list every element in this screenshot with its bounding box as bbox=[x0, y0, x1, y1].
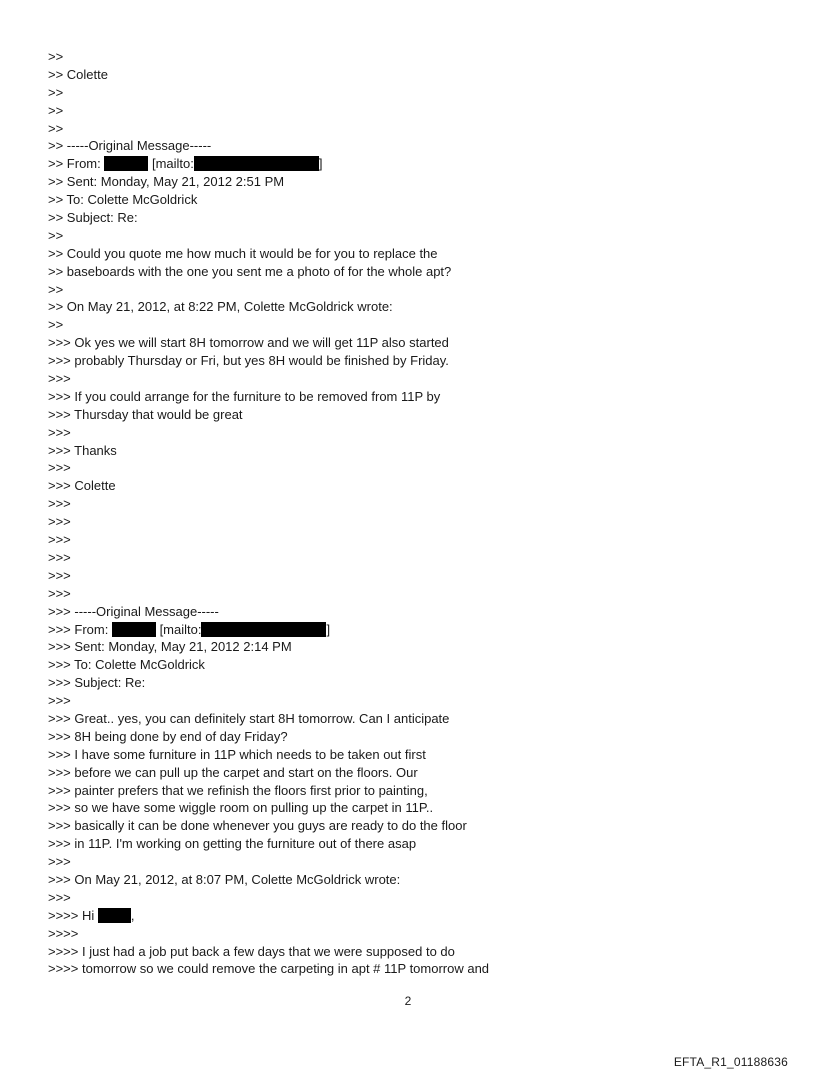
email-line bbox=[48, 907, 768, 925]
email-line bbox=[48, 263, 768, 281]
email-line-text: >>> Great.. yes, you can definitely start 8H tomorrow. Can I anticipate bbox=[48, 710, 450, 726]
email-line-text: >> Sent: Monday, May 21, 2012 2:51 PM bbox=[48, 174, 285, 190]
email-line-text: >>> in 11P. I'm working on getting the furniture out of there asap bbox=[48, 836, 417, 852]
email-line bbox=[48, 728, 768, 746]
email-line bbox=[48, 388, 768, 406]
email-line bbox=[48, 370, 768, 388]
email-line-text: >> To: Colette McGoldrick bbox=[48, 192, 198, 208]
email-line-text: >>> From: bbox=[48, 621, 112, 637]
email-line-text: >> baseboards with the one you sent me a photo of for the whole apt? bbox=[48, 263, 452, 279]
email-line bbox=[48, 495, 768, 513]
email-line bbox=[48, 227, 768, 245]
email-line bbox=[48, 638, 768, 656]
email-line-text: >>> so we have some wiggle room on pulling up the carpet in 11P.. bbox=[48, 800, 434, 816]
email-line-text: >>> Thanks bbox=[48, 442, 117, 458]
email-line bbox=[48, 835, 768, 853]
email-line-text: >>> 8H being done by end of day Friday? bbox=[48, 728, 288, 744]
email-line-text: >> bbox=[48, 120, 64, 136]
email-line bbox=[48, 245, 768, 263]
email-line-text: >>> I have some furniture in 11P which needs to be taken out first bbox=[48, 746, 426, 762]
email-line bbox=[48, 943, 768, 961]
email-line-text: >> bbox=[48, 317, 64, 333]
email-line bbox=[48, 477, 768, 495]
email-line-text: >>> Sent: Monday, May 21, 2012 2:14 PM bbox=[48, 639, 292, 655]
page-number: 2 bbox=[404, 994, 412, 1008]
email-line-text: >> bbox=[48, 49, 64, 64]
email-line bbox=[48, 889, 768, 907]
email-line-text: >> On May 21, 2012, at 8:22 PM, Colette McGoldrick wrote: bbox=[48, 299, 393, 315]
email-line-text: >>>> tomorrow so we could remove the carpeting in apt # 11P tomorrow and bbox=[48, 961, 490, 977]
email-line bbox=[48, 316, 768, 334]
email-line bbox=[48, 459, 768, 477]
redaction-block bbox=[194, 156, 319, 171]
email-line bbox=[48, 960, 768, 978]
email-line bbox=[48, 66, 768, 84]
redaction-block bbox=[104, 156, 148, 171]
email-line bbox=[48, 853, 768, 871]
email-line bbox=[48, 531, 768, 549]
email-line-text: >>> bbox=[48, 549, 71, 565]
email-line-text: >>> On May 21, 2012, at 8:07 PM, Colette McGoldrick wrote: bbox=[48, 871, 401, 887]
email-line-text: >>> bbox=[48, 514, 71, 530]
email-line-text: >>> bbox=[48, 532, 71, 548]
document-id: EFTA_R1_01188636 bbox=[673, 1055, 788, 1069]
email-line bbox=[48, 209, 768, 227]
email-line bbox=[48, 424, 768, 442]
email-line-text: >> bbox=[48, 102, 64, 118]
redaction-block bbox=[112, 622, 156, 637]
email-line bbox=[48, 621, 768, 639]
email-body bbox=[48, 48, 768, 978]
email-line-text: >>> bbox=[48, 585, 71, 601]
email-line-text: >>> bbox=[48, 424, 71, 440]
email-line-text: ] bbox=[326, 621, 331, 637]
email-line-text: >>> Thursday that would be great bbox=[48, 406, 243, 422]
email-line-text: [mailto: bbox=[155, 621, 202, 637]
email-line-text: >>> Ok yes we will start 8H tomorrow and we will get 11P also started bbox=[48, 335, 449, 351]
email-line bbox=[48, 298, 768, 316]
email-line bbox=[48, 799, 768, 817]
email-line bbox=[48, 281, 768, 299]
email-line bbox=[48, 352, 768, 370]
email-line bbox=[48, 137, 768, 155]
email-line bbox=[48, 173, 768, 191]
email-line bbox=[48, 710, 768, 728]
email-line bbox=[48, 674, 768, 692]
email-line-text: >>> painter prefers that we refinish the floors first prior to painting, bbox=[48, 782, 428, 798]
email-line bbox=[48, 191, 768, 209]
redaction-block bbox=[201, 622, 326, 637]
email-line bbox=[48, 442, 768, 460]
email-line-text: >> Colette bbox=[48, 66, 108, 82]
email-line-text: >> bbox=[48, 227, 64, 243]
email-line bbox=[48, 120, 768, 138]
email-line-text: >>> To: Colette McGoldrick bbox=[48, 657, 205, 673]
email-line-text: >> Subject: Re: bbox=[48, 210, 138, 226]
email-line-text: >>> bbox=[48, 889, 71, 905]
email-line-text: >> From: bbox=[48, 156, 105, 172]
email-line-text: >>> basically it can be done whenever you guys are ready to do the floor bbox=[48, 818, 467, 834]
email-line-text: >>> probably Thursday or Fri, but yes 8H would be finished by Friday. bbox=[48, 353, 449, 369]
redaction-block bbox=[98, 908, 131, 923]
email-line-text: >>> bbox=[48, 460, 71, 476]
email-line-text: >> bbox=[48, 84, 64, 100]
email-line bbox=[48, 334, 768, 352]
email-line bbox=[48, 406, 768, 424]
email-line-text: >>>> Hi bbox=[48, 907, 98, 923]
email-line-text: >>> Subject: Re: bbox=[48, 675, 146, 691]
email-line bbox=[48, 155, 768, 173]
email-line-text: >> -----Original Message----- bbox=[48, 138, 212, 154]
email-line bbox=[48, 84, 768, 102]
email-line-text: >>> If you could arrange for the furniture to be removed from 11P by bbox=[48, 388, 441, 404]
email-line-text: >>> bbox=[48, 693, 71, 709]
email-line-text: ] bbox=[318, 156, 323, 172]
email-line bbox=[48, 925, 768, 943]
email-line-text: >>> bbox=[48, 567, 71, 583]
email-line-text: >>>> bbox=[48, 925, 79, 941]
email-line-text: >>> -----Original Message----- bbox=[48, 603, 219, 619]
email-line-text: >>> bbox=[48, 854, 71, 870]
email-line bbox=[48, 656, 768, 674]
email-line bbox=[48, 871, 768, 889]
email-line-text: >>> bbox=[48, 371, 71, 387]
email-line-text: [mailto: bbox=[148, 156, 194, 172]
email-line bbox=[48, 549, 768, 567]
email-line bbox=[48, 782, 768, 800]
email-line bbox=[48, 585, 768, 603]
email-line bbox=[48, 513, 768, 531]
email-line-text: , bbox=[130, 907, 135, 923]
email-line-text: >>>> I just had a job put back a few days that we were supposed to do bbox=[48, 943, 455, 959]
email-line bbox=[48, 48, 768, 66]
email-line bbox=[48, 102, 768, 120]
email-line-text: >>> bbox=[48, 496, 71, 512]
email-line bbox=[48, 603, 768, 621]
email-line bbox=[48, 746, 768, 764]
email-line-text: >>> before we can pull up the carpet and start on the floors. Our bbox=[48, 764, 418, 780]
email-line bbox=[48, 817, 768, 835]
email-line bbox=[48, 764, 768, 782]
email-line-text: >> Could you quote me how much it would be for you to replace the bbox=[48, 245, 438, 261]
email-line-text: >>> Colette bbox=[48, 478, 116, 494]
email-line bbox=[48, 567, 768, 585]
email-line bbox=[48, 692, 768, 710]
email-line-text: >> bbox=[48, 281, 64, 297]
